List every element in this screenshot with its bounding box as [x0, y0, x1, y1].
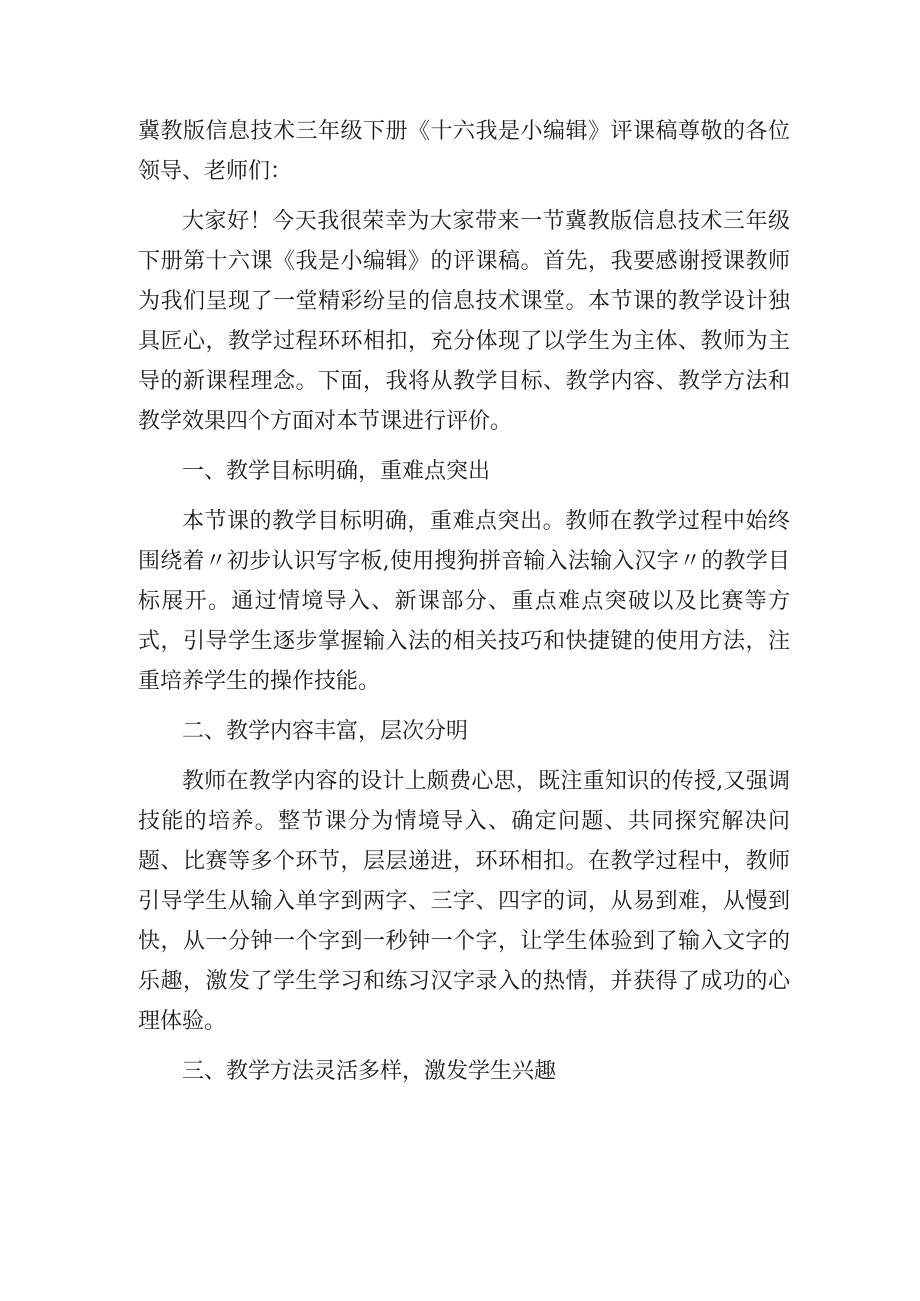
section-heading-3: 三、教学方法灵活多样，激发学生兴趣 — [182, 1059, 557, 1084]
intro-paragraph: 大家好！今天我很荣幸为大家带来一节冀教版信息技术三年级下册第十六课《我是小编辑》的评课稿。首先，我要感谢授课教师为我们呈现了一堂精彩纷呈的信息技术课堂。本节课的教学设计独具匠心，教学过程环环相扣，充分体现了以学生为主体、教师为主导的新课程理念。下面，我将从教学目标、教学内容、教学方法和教学效果四个方面对本节课进行评价。 — [138, 209, 790, 434]
section-1-paragraph: 本节课的教学目标明确，重难点突出。教师在教学过程中始终围绕着〃初步认识写字板,使用搜狗拼音输入法输入汉字〃的教学目标展开。通过情境导入、新课部分、重点难点突破以及比赛等方式，引导学生逐步掌握输入法的相关技巧和快捷键的使用方法，注重培养学生的操作技能。 — [138, 509, 790, 694]
section-heading-2: 二、教学内容丰富，层次分明 — [182, 719, 469, 744]
title-paragraph: 冀教版信息技术三年级下册《十六我是小编辑》评课稿尊敬的各位领导、老师们： — [138, 119, 790, 184]
section-2-paragraph: 教师在教学内容的设计上颇费心思，既注重知识的传授,又强调技能的培养。整节课分为情境导入、确定问题、共同探究解决问题、比赛等多个环节，层层递进，环环相扣。在教学过程中，教师引导学生从输入单字到两字、三字、四字的词，从易到难，从慢到快，从一分钟一个字到一秒钟一个字，让学生体验到了输入文字的乐趣，激发了学生学习和练习汉字录入的热情，并获得了成功的心理体验。 — [138, 769, 790, 1034]
section-heading-1: 一、教学目标明确，重难点突出 — [182, 459, 491, 484]
document-body — [138, 112, 790, 1102]
